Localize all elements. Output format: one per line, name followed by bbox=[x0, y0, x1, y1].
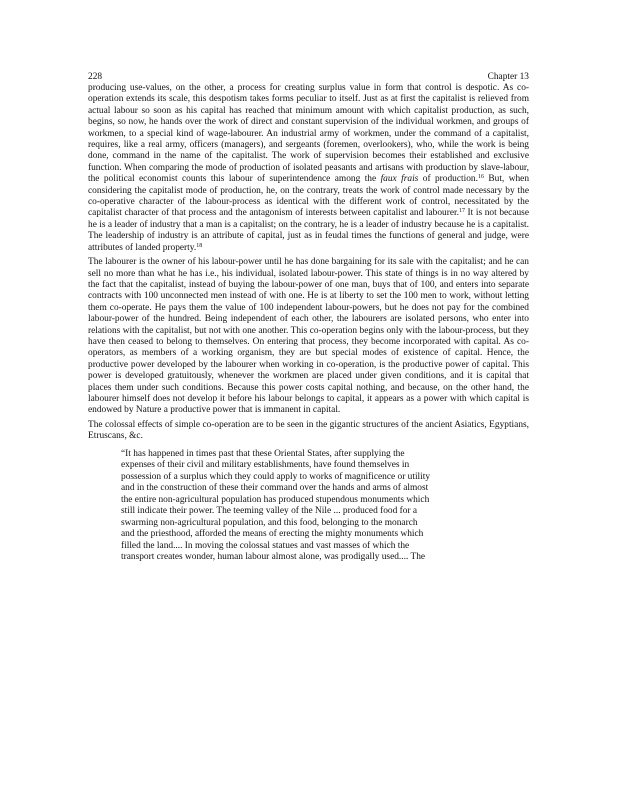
chapter-title: Chapter 13 bbox=[487, 72, 529, 82]
quote-line: swarming non-agricultural population, and this food, belonging to the monarch bbox=[121, 517, 418, 528]
footnote-ref-18[interactable]: 18 bbox=[196, 242, 203, 249]
quote-line: and in the construction of these their command over the hands and arms of almost bbox=[121, 483, 429, 494]
quote-line: filled the land.... In moving the colossal statues and vast masses of which the bbox=[121, 540, 410, 551]
footnote-ref-17[interactable]: 17 bbox=[458, 208, 465, 215]
document-page bbox=[88, 0, 529, 800]
body-text bbox=[88, 83, 529, 564]
block-quote bbox=[121, 449, 491, 564]
quote-line: “It has happened in times past that these Oriental States, after supplying the bbox=[121, 448, 405, 459]
quote-line: and the priesthood, afforded the means of erecting the mighty monuments which bbox=[121, 529, 424, 540]
paragraph-2: The labourer is the owner of his labour-power until he has done bargaining for its sale with the capitalist; and he can sell no more than what he has i.e., his individual, isolated labour-power. This state of things is in no way altered by the fact that the capitalist, instead of buying the labour-power of one man, buys that of 100, and enters into separate contracts with 100 unconnected men instead of with one. He is at liberty to set the 100 men to work, without letting them co-operate. He pays them the value of 100 independent labour-powers, but he does not pay for the combined labour-power of the hundred. Being independent of each other, the labourers are isolated persons, who enter into relations with the capitalist, but not with one another. This co-operation begins only with the labour-process, but they have then ceased to belong to themselves. On entering that process, they become incorporated with capital. As co-operators, as members of a working organism, they are but special modes of existence of capital. Hence, the productive power developed by the labourer when working in co-operation, is the productive power of capital. This power is developed gratuitously, whenever the workmen are placed under given conditions, and it is capital that places them under such conditions. Because this power costs capital nothing, and because, on the other hand, the labourer himself does not develop it before his labour belongs to capital, it appears as a power with which capital is endowed by Nature a productive power that is immanent in capital. bbox=[88, 257, 529, 416]
quote-line: expenses of their civil and military establishments, have found themselves in bbox=[121, 460, 410, 471]
quote-line: possession of a surplus which they could apply to works of magnificence or utility bbox=[121, 471, 431, 482]
paragraph-1: producing use-values, on the other, a process for creating surplus value in form that control is despotic. As co-operation extends its scale, this despotism takes forms peculiar to itself. Just as at first the capitalist is relieved from actual labour so soon as his capital has reached that minimum amount with which capitalist production, as such, begins, so now, he hands over the work of direct and constant supervision of the individual workmen, and groups of workmen, to a special kind of wage-labourer. An industrial army of workmen, under the command of a capitalist, requires, like a real army, officers (managers), and sergeants (foremen, overlookers), who, while the work is being done, command in the name of the capitalist. The work of supervision becomes their established and exclusive function. When comparing the mode of production of isolated peasants and artisans with production by slave-labour, the political economist counts this labour of superintendence among the faux frais of production.$^{16}$ But, when considering the capitalist mode of production, he, on the contrary, treats the work of control made necessary by the co-operative character of the labour-process as identical with the different work of control, necessitated by the capitalist character of that process and the antagonism of interests between capitalist and labourer.$^{17}$ It is not because he is a leader of industry that a man is a capitalist; on the contrary, he is a leader of industry because he is a capitalist. The leadership of industry is an attribute of capital, just as in feudal times the functions of general and judge, were attributes of landed property.$^{18}$ bbox=[88, 83, 530, 253]
quote-line: still indicate their power. The teeming valley of the Nile ... produced food for a bbox=[121, 506, 418, 517]
quote-line: transport creates wonder, human labour almost alone, was prodigally used.... The bbox=[121, 552, 426, 563]
page-number: 228 bbox=[88, 72, 103, 82]
footnote-ref-16[interactable]: 16 bbox=[477, 174, 484, 181]
italic-term: faux frais bbox=[380, 174, 419, 185]
quote-line: the entire non-agricultural population has produced stupendous monuments which bbox=[121, 494, 430, 505]
paragraph-3: The colossal effects of simple co-operation are to be seen in the gigantic structures of the ancient Asiatics, Egyptians, Etruscans, &c. bbox=[88, 419, 529, 442]
